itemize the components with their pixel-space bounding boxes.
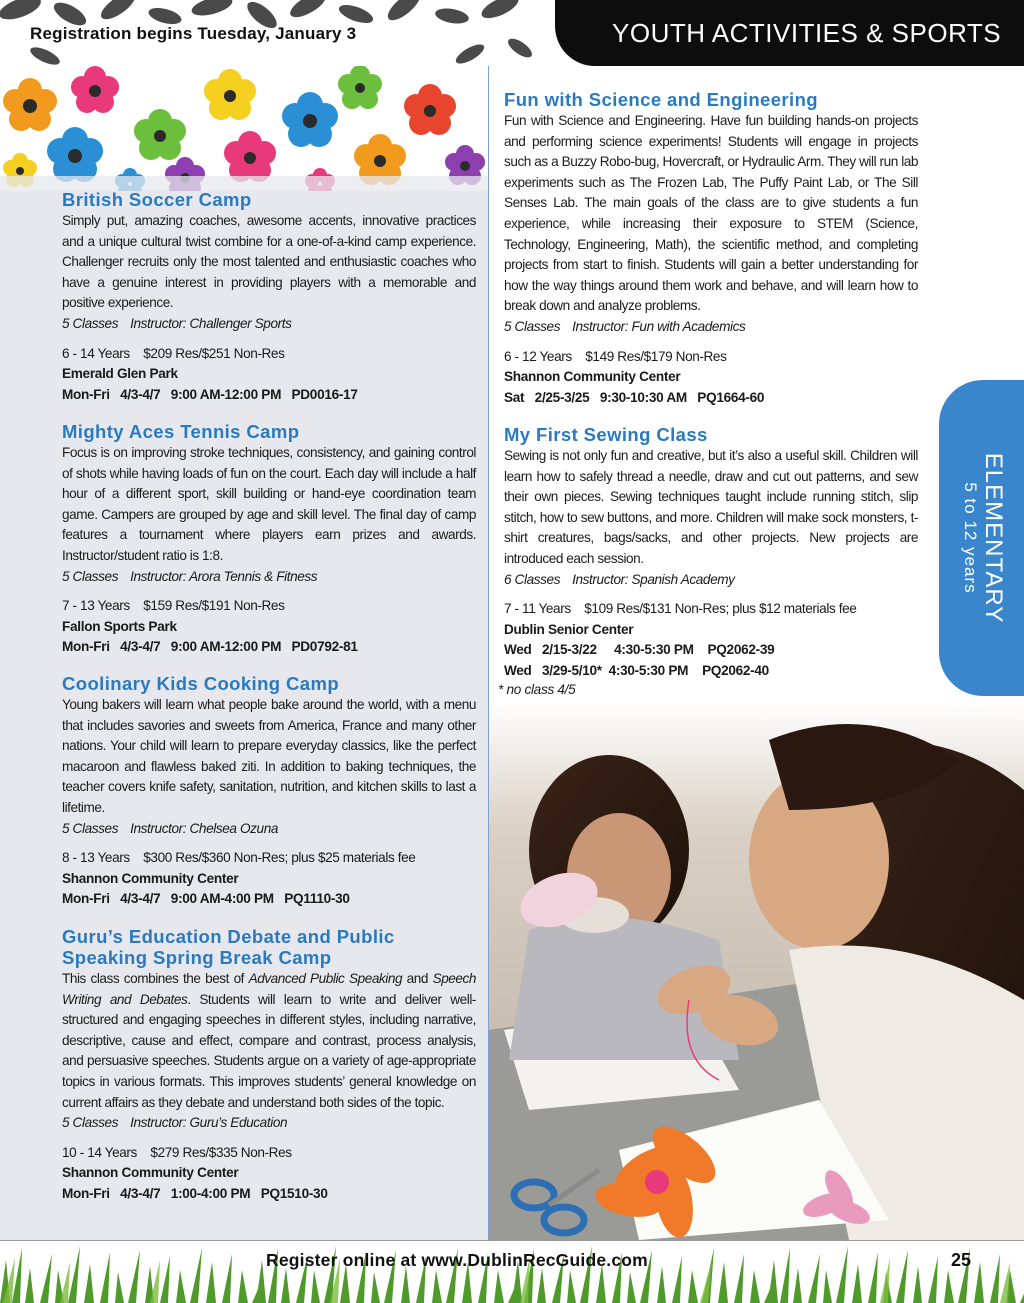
class-location: Dublin Senior Center [504,621,634,637]
class-description: Simply put, amazing coaches, awesome accents, innovative practices and a unique cultural twist combine for a one-of-a-kind camp experience. Challenger recruits only the most talented and enthusiastic coaches who have a genuine interest in providing players with a memorable and positive experience. [62,213,476,311]
class-schedule: Wed 3/29-5/10* 4:30-5:30 PM PQ2062-40 [504,662,769,678]
class-ages-fees: 6 - 14 Years $209 Res/$251 Non-Res [62,345,285,361]
class-instructor: Instructor: Chelsea Ozuna [130,820,279,836]
section-title: YOUTH ACTIVITIES & SPORTS [612,18,1002,48]
desc-text: This class combines the best of [62,971,249,986]
class-schedule: Mon-Fri 4/3-4/7 1:00-4:00 PM PQ1510-30 [62,1185,328,1201]
class-title: Fun with Science and Engineering [504,89,818,110]
class-count: 5 Classes [62,820,119,836]
class-listing [62,673,476,910]
class-count: 5 Classes [62,1115,119,1131]
class-meta [62,1113,476,1134]
class-description: Fun with Science and Engineering. Have fun building hands-on projects and performing science experiments! Students will engage in projects such as a Buzzy Robo-bug, Hovercraft, or Hydraulic Arm. They will run lab experiments such as The Frozen Lab, The Puffy Paint Lab, or The Sill Senses Lab. The main goals of the class are to give students a fun experience, while increasing their exposure to STEM (Science, Technology, Engineering, Math), the scientific method, and completing projects from start to finish. Students will gain a better understanding for how the way things around them work and behave, and will learn how to break down and analyze problems. [504,113,918,314]
class-instructor: Instructor: Arora Tennis & Fitness [130,568,318,584]
class-location: Shannon Community Center [504,369,681,385]
desc-emphasis: Advanced Public Speaking [248,971,403,986]
class-ages-fees: 7 - 13 Years $159 Res/$191 Non-Res [62,598,285,614]
class-schedule: Mon-Fri 4/3-4/7 9:00 AM-12:00 PM PD0016-17 [62,386,358,402]
class-description: Focus is on improving stroke techniques, consistency, and gaining control of shots while having loads of fun on the court. Each day will include a half hour of a different sport, skill building or hand-eye coordination team game. Campers are grouped by age and skill level. The final day of camp features a tournament where players earn prizes and awards. Instructor/student ratio is 1:8. [62,445,476,563]
schedule-note: * no class 4/5 [498,681,576,697]
age-group-range: 5 to 12 years [961,482,980,594]
page-footer [0,1240,1024,1303]
class-listing [62,926,476,1205]
class-ages-fees: 10 - 14 Years $279 Res/$335 Non-Res [62,1144,292,1160]
class-instructor: Instructor: Spanish Academy [572,571,735,587]
class-location: Shannon Community Center [62,870,239,886]
desc-text: and [402,971,433,986]
class-count: 5 Classes [504,318,561,334]
class-description [62,969,476,1113]
page-number: 25 [951,1250,972,1270]
class-schedule: Wed 2/15-3/22 4:30-5:30 PM PQ2062-39 [504,642,775,658]
class-ages-fees: 8 - 13 Years $300 Res/$360 Non-Res; plus $25 materials fee [62,850,416,866]
class-instructor: Instructor: Challenger Sports [130,315,292,331]
class-listing [62,189,476,405]
class-location: Fallon Sports Park [62,618,177,634]
class-listing [504,89,918,408]
registration-date: Registration begins Tuesday, January 3 [30,24,357,43]
registration-website: Register online at www.DublinRecGuide.com [266,1250,648,1270]
class-location: Emerald Glen Park [62,366,178,382]
class-title: Coolinary Kids Cooking Camp [62,673,340,694]
desc-emphasis: Speech Writing and Debates [62,971,476,1007]
class-title: My First Sewing Class [504,424,708,445]
class-schedule: Mon-Fri 4/3-4/7 9:00 AM-12:00 PM PD0792-81 [62,639,358,655]
age-group-label [939,380,1024,696]
desc-text: . Students will learn to write and deliver well-structured and engaging speeches in different styles, including narrative, descriptive, cause and effect, compare and contrast, process analysis, and persuasive speeches. Students argue on a variety of age-appropriate topics in various formats. This improves students’ general knowledge on current affairs as they debate and understand both sides of the topic. [62,991,476,1110]
class-count: 6 Classes [504,571,561,587]
class-title: Mighty Aces Tennis Camp [62,421,300,442]
age-group-tab [939,380,1024,696]
class-ages-fees: 6 - 12 Years $149 Res/$179 Non-Res [504,348,727,364]
class-description: Sewing is not only fun and creative, but it’s also a useful skill. Children will learn how to safely thread a needle, draw and cut out patterns, and sew their own pieces. Sewing techniques taught include running stitch, slip stitch, how to sew buttons, and more. Children will make sock monsters, t-shirt creatures, bags/sacks, and other projects. New projects are introduced each session. [504,448,918,566]
footer-divider [0,1240,1024,1241]
age-group-title: ELEMENTARY [980,452,1007,624]
class-location: Shannon Community Center [62,1165,239,1181]
class-ages-fees: 7 - 11 Years $109 Res/$131 Non-Res; plus $12 materials fee [504,601,857,617]
class-title: Guru’s Education Debate and Public Speaking Spring Break Camp [62,926,395,968]
class-description: Young bakers will learn what people bake around the world, with a menu that includes savories and sweets from America, France and many other nations. Your child will learn to prepare everyday classics, like the perfect macaroon and flawless baked ziti. In addition to baking techniques, the teacher covers knife safety, sanitation, nutrition, and kitchen skills to last a lifetime. [62,697,476,815]
class-schedule: Sat 2/25-3/25 9:30-10:30 AM PQ1664-60 [504,389,765,405]
class-listing [498,424,918,698]
class-schedule: Mon-Fri 4/3-4/7 9:00 AM-4:00 PM PQ1110-30 [62,891,350,907]
flower-banner-decoration [0,66,488,191]
class-meta [504,570,918,591]
class-meta [62,314,476,335]
class-count: 5 Classes [62,568,119,584]
class-count: 5 Classes [62,315,119,331]
class-title: British Soccer Camp [62,189,252,210]
class-meta [504,317,918,338]
photo-illustration [489,700,1024,1240]
class-instructor: Instructor: Fun with Academics [572,318,746,334]
page-header [0,0,1024,66]
sewing-class-photo [489,700,1024,1240]
class-instructor: Instructor: Guru’s Education [130,1115,288,1131]
class-meta [62,567,476,588]
class-meta [62,819,476,840]
class-listing [62,421,476,658]
